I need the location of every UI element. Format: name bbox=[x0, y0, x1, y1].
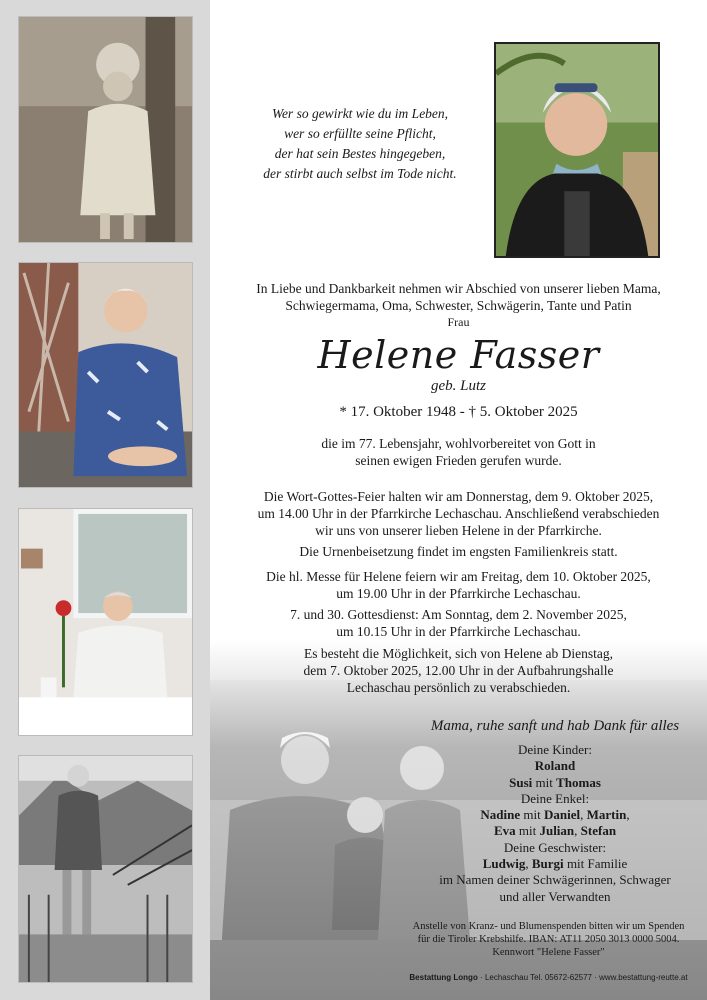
grandchildren-label: Deine Enkel: bbox=[520, 790, 590, 806]
portrait-photo-blue-blouse bbox=[18, 262, 193, 488]
mass-line: Die hl. Messe für Helene feiern wir am Freitag, dem 10. Oktober 2025, bbox=[266, 569, 651, 584]
service-info bbox=[210, 488, 707, 539]
donation-line: Anstelle von Kranz- und Blumenspenden bitten wir um Spenden bbox=[412, 921, 685, 932]
grandchildren-line-1 bbox=[410, 807, 700, 823]
siblings-line bbox=[410, 856, 700, 872]
farewell-line: Es besteht die Möglichkeit, sich von Helene ab Dienstag, bbox=[304, 646, 613, 661]
grandchild-partner-name: Julian bbox=[539, 823, 575, 839]
farewell-line: Lechaschau persönlich zu verabschieden. bbox=[346, 680, 571, 695]
grandchild-name: Nadine bbox=[480, 807, 521, 823]
poem bbox=[240, 104, 480, 184]
inlaws-line: im Namen deiner Schwägerinnen, Schwager bbox=[439, 872, 671, 888]
service-line: wir uns von unserer lieben Helene in der Pfarrkirche. bbox=[315, 523, 602, 538]
farewell-line: dem 7. Oktober 2025, 12.00 Uhr in der Aufbahrungshalle bbox=[303, 663, 614, 678]
donation-line: Kennwort "Helene Fasser" bbox=[492, 947, 605, 958]
obituary-main bbox=[210, 0, 707, 1000]
separator: , bbox=[574, 823, 581, 839]
urn-info: Die Urnenbeisetzung findet im engsten Familienkreis statt. bbox=[299, 544, 618, 559]
birth-name: geb. Lutz bbox=[430, 378, 486, 394]
age-text bbox=[210, 435, 707, 469]
photo-table-roses bbox=[18, 508, 193, 736]
child-name: Roland bbox=[534, 758, 576, 774]
poem-line: wer so erfüllte seine Pflicht, bbox=[284, 126, 436, 141]
memorial-info bbox=[210, 606, 707, 640]
memorial-line: 7. und 30. Gottesdienst: Am Sonntag, dem 2. November 2025, bbox=[290, 607, 627, 622]
mass-info bbox=[210, 568, 707, 602]
portrait-photo bbox=[494, 42, 660, 258]
life-dates: * 17. Oktober 1948 - † 5. Oktober 2025 bbox=[339, 404, 578, 420]
intro-line: In Liebe und Dankbarkeit nehmen wir Abschied von unserer lieben Mama, bbox=[256, 281, 661, 296]
memorial-line: um 10.15 Uhr in der Pfarrkirche Lechaschau. bbox=[336, 624, 581, 639]
inlaws-line: und aller Verwandten bbox=[499, 888, 611, 904]
child-spouse-name: Thomas bbox=[556, 774, 601, 790]
sibling-suffix: mit Familie bbox=[563, 856, 628, 872]
service-line: Die Wort-Gottes-Feier halten wir am Donnerstag, dem 9. Oktober 2025, bbox=[263, 489, 654, 504]
closing-line: Mama, ruhe sanft und hab Dank für alles bbox=[430, 718, 680, 734]
age-line: seinen ewigen Frieden gerufen wurde. bbox=[355, 453, 562, 468]
separator: , bbox=[525, 856, 532, 872]
connector: mit bbox=[520, 807, 544, 823]
donation-note bbox=[396, 920, 701, 959]
separator: , bbox=[626, 807, 630, 823]
funeral-home-name: Bestattung Longo bbox=[409, 973, 478, 982]
age-line: die im 77. Lebensjahr, wohlvorbereitet von Gott in bbox=[321, 436, 596, 451]
sibling-name: Burgi bbox=[531, 856, 564, 872]
funeral-home-footer bbox=[396, 972, 701, 983]
separator: , bbox=[580, 807, 587, 823]
connector: mit bbox=[532, 774, 557, 790]
funeral-home-details: · Lechaschau Tel. 05672-62577 · www.bestattung-reutte.at bbox=[477, 973, 688, 982]
childhood-photo bbox=[18, 16, 193, 243]
poem-line: Wer so gewirkt wie du im Leben, bbox=[271, 106, 449, 121]
children-label: Deine Kinder: bbox=[517, 742, 592, 757]
grandchild-name: Martin bbox=[586, 807, 627, 823]
service-line: um 14.00 Uhr in der Pfarrkirche Lechaschau. Anschließend verabschieden bbox=[257, 506, 660, 521]
grandchildren-line-2 bbox=[410, 823, 700, 839]
intro-line: Schwiegermama, Oma, Schwester, Schwägerin, Tante und Patin bbox=[285, 298, 632, 313]
poem-line: der stirbt auch selbst im Tode nicht. bbox=[263, 166, 457, 181]
family-list bbox=[410, 742, 700, 905]
grandchild-partner-name: Daniel bbox=[543, 807, 581, 823]
donation-line: für die Tiroler Krebshilfe. IBAN: AT11 2050 3013 0000 5004. bbox=[417, 934, 680, 945]
poem-line: der hat sein Bestes hingegeben, bbox=[274, 146, 446, 161]
grandchild-name: Stefan bbox=[580, 823, 617, 839]
grandchild-name: Eva bbox=[493, 823, 516, 839]
sibling-name: Ludwig bbox=[482, 856, 526, 872]
intro-line: Frau bbox=[447, 315, 470, 329]
child-name: Susi bbox=[509, 774, 533, 790]
intro-text bbox=[210, 280, 707, 331]
photo-balcony-mountains bbox=[18, 755, 193, 983]
siblings-label: Deine Geschwister: bbox=[503, 839, 607, 855]
mass-line: um 19.00 Uhr in der Pfarrkirche Lechaschau. bbox=[336, 586, 581, 601]
farewell-info bbox=[210, 645, 707, 696]
deceased-name: Helene Fasser bbox=[317, 333, 600, 377]
photo-strip bbox=[0, 0, 210, 1000]
children-line-2 bbox=[410, 775, 700, 791]
connector: mit bbox=[515, 823, 540, 839]
children-line-1 bbox=[410, 758, 700, 774]
